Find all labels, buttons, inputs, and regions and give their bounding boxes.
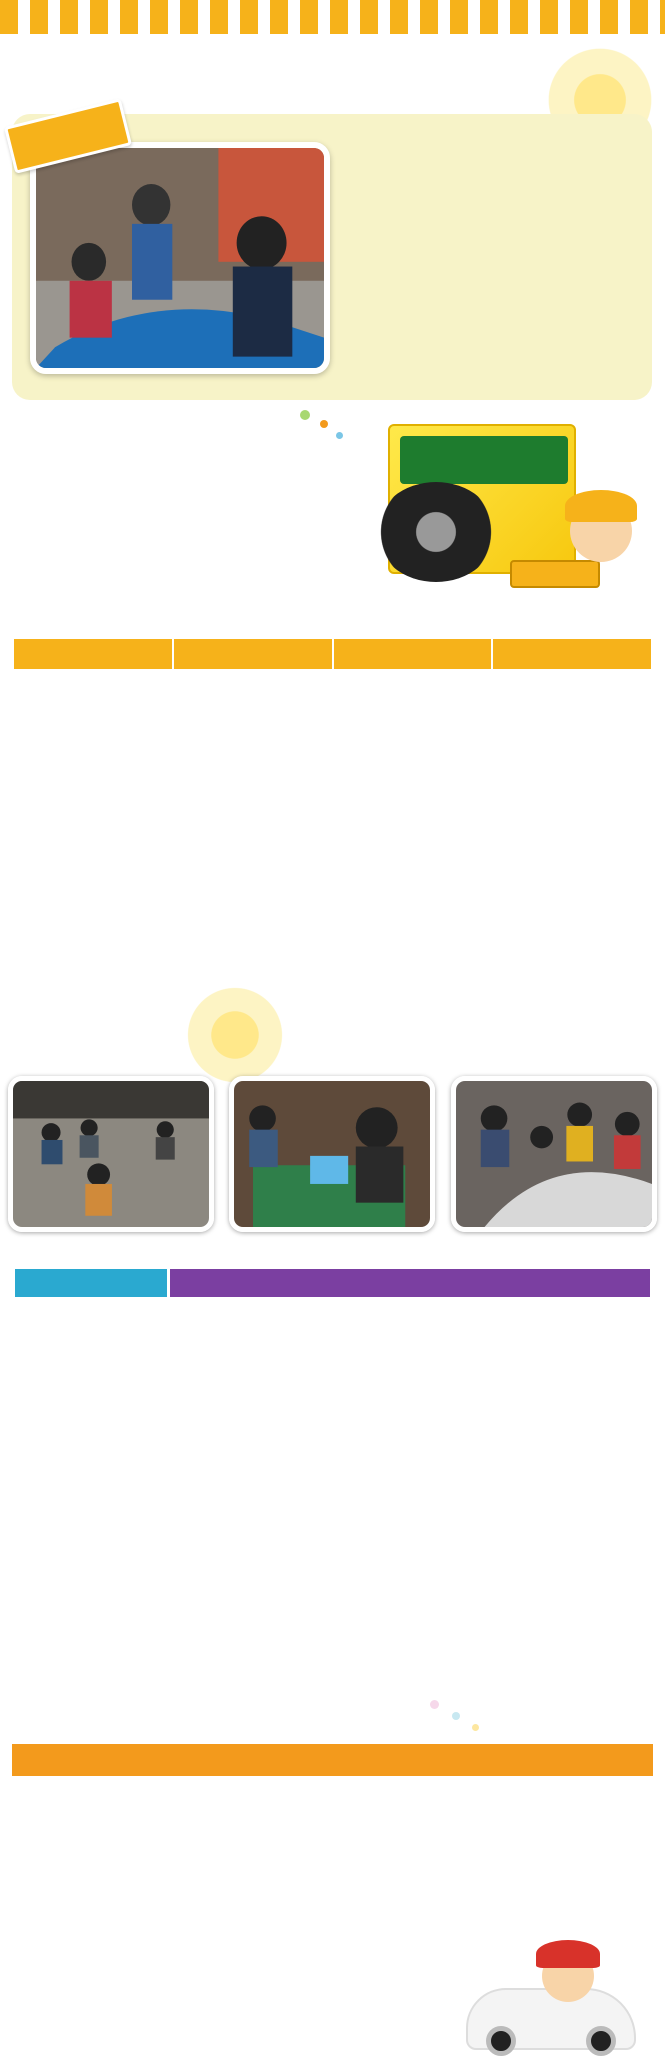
wheel-icon (586, 2026, 616, 2056)
race-car-decoration (466, 1988, 636, 2050)
top-stripe-border (0, 0, 665, 34)
schedule-header (493, 639, 651, 669)
wheel-decoration (376, 482, 496, 582)
camp-photo (8, 1076, 214, 1232)
dot-decoration (430, 1700, 439, 1709)
sun-decoration (180, 980, 290, 1090)
schedule-header (174, 639, 332, 669)
helmet-decoration (536, 1940, 600, 1968)
schedule-header (334, 639, 492, 669)
course-header-content (170, 1269, 650, 1297)
intro-photo (30, 142, 330, 374)
product-label (400, 436, 568, 484)
course-table (12, 1266, 653, 1300)
helmet-decoration (565, 490, 637, 522)
camp-photo (451, 1076, 657, 1232)
camp-photo (229, 1076, 435, 1232)
bulldozer-decoration (510, 560, 600, 588)
dot-decoration (472, 1724, 479, 1731)
dot-decoration (320, 420, 328, 428)
abilities-title (12, 1744, 653, 1776)
dot-decoration (336, 432, 343, 439)
course-header-name (15, 1269, 167, 1297)
dot-decoration (452, 1712, 460, 1720)
wheel-icon (486, 2026, 516, 2056)
dot-decoration (300, 410, 310, 420)
schedule-table (12, 637, 653, 671)
schedule-header (14, 639, 172, 669)
